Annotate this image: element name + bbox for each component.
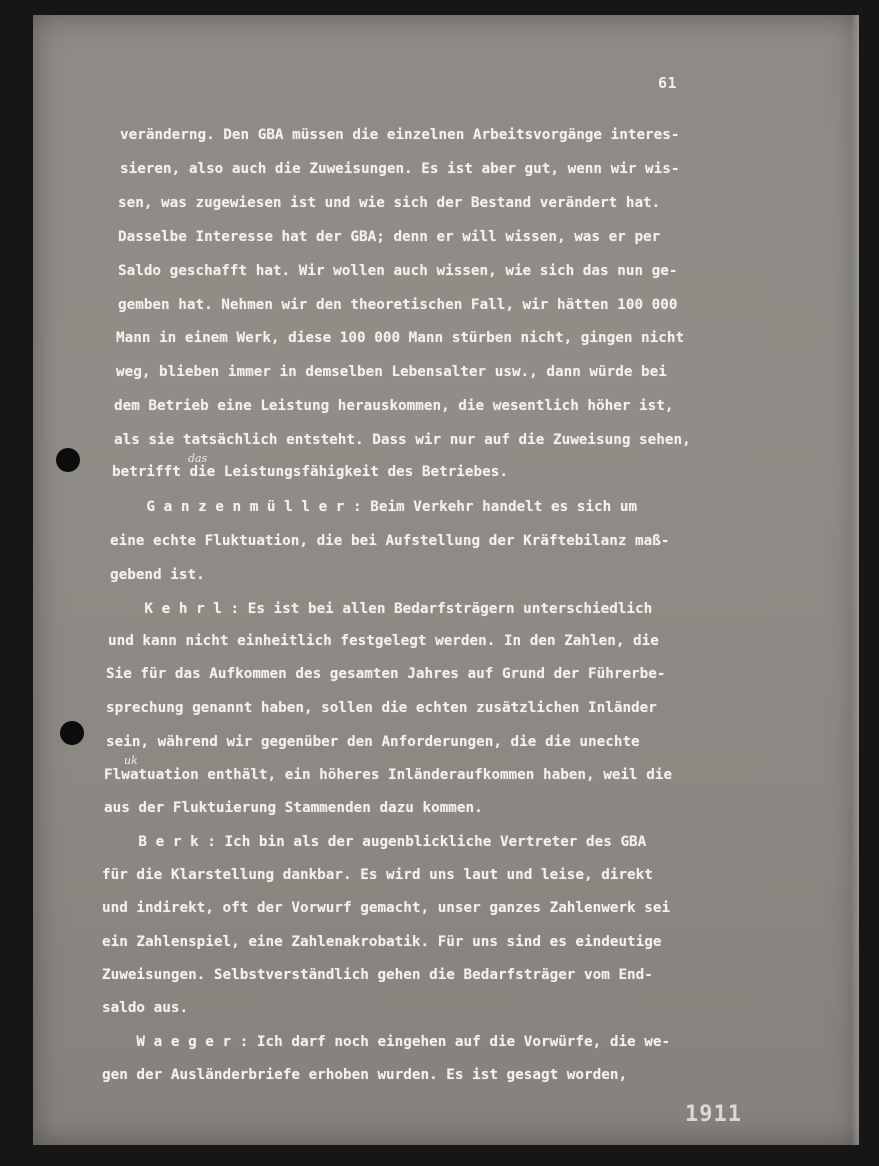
text-line: sprechung genannt haben, sollen die echten zusätzlichen Inländer bbox=[106, 700, 657, 716]
text-line: aus der Fluktuierung Stammenden dazu kommen. bbox=[104, 800, 483, 816]
text-line: K e h r l : Es ist bei allen Bedarfsträgern unterschiedlich bbox=[110, 601, 653, 617]
text-line: Sie für das Aufkommen des gesamten Jahres auf Grund der Führerbe- bbox=[106, 666, 666, 682]
text-line: sen, was zugewiesen ist und wie sich der Bestand verändert hat. bbox=[118, 195, 661, 211]
text-line: sieren, also auch die Zuweisungen. Es ist aber gut, wenn wir wis- bbox=[120, 161, 680, 177]
text-line: als sie tatsächlich entsteht. Dass wir nur auf die Zuweisung sehen, bbox=[114, 432, 691, 448]
handwritten-annotation-uk: uk bbox=[124, 754, 138, 767]
text-line: saldo aus. bbox=[102, 1000, 189, 1016]
text-line: Saldo geschafft hat. Wir wollen auch wissen, wie sich das nun ge- bbox=[118, 263, 678, 279]
handwritten-annotation-das: das bbox=[188, 452, 208, 465]
text-line: Mann in einem Werk, diese 100 000 Mann stürben nicht, gingen nicht bbox=[116, 330, 685, 346]
text-line: Zuweisungen. Selbstverständlich gehen die Bedarfsträger vom End- bbox=[102, 967, 653, 983]
text-line: gemben hat. Nehmen wir den theoretischen Fall, wir hätten 100 000 bbox=[118, 297, 678, 313]
text-line: W a e g e r : Ich darf noch eingehen auf die Vorwürfe, die we- bbox=[102, 1034, 671, 1050]
punch-hole-bottom bbox=[60, 721, 84, 745]
text-line: eine echte Fluktuation, die bei Aufstellung der Kräftebilanz maß- bbox=[110, 533, 670, 549]
text-line: Dasselbe Interesse hat der GBA; denn er will wissen, was er per bbox=[118, 229, 661, 245]
text-line: sein, während wir gegenüber den Anforderungen, die die unechte bbox=[106, 734, 640, 750]
punch-hole-top bbox=[56, 448, 80, 472]
text-line: weg, blieben immer in demselben Lebensalter usw., dann würde bei bbox=[116, 364, 667, 380]
text-line: betrifft die Leistungsfähigkeit des Betriebes. bbox=[112, 464, 508, 480]
text-line: für die Klarstellung dankbar. Es wird uns laut und leise, direkt bbox=[102, 867, 653, 883]
text-line: dem Betrieb eine Leistung herauskommen, die wesentlich höher ist, bbox=[114, 398, 674, 414]
text-line: veränderng. Den GBA müssen die einzelnen Arbeitsvorgänge interes- bbox=[120, 127, 680, 143]
text-line: B e r k : Ich bin als der augenblickliche Vertreter des GBA bbox=[104, 834, 647, 850]
text-line: und kann nicht einheitlich festgelegt werden. In den Zahlen, die bbox=[108, 633, 659, 649]
text-line: und indirekt, oft der Vorwurf gemacht, unser ganzes Zahlenwerk sei bbox=[102, 900, 671, 916]
text-line: G a n z e n m ü l l e r : Beim Verkehr handelt es sich um bbox=[112, 499, 638, 515]
text-line: Flwatuation enthält, ein höheres Inländeraufkommen haben, weil die bbox=[104, 767, 673, 783]
text-line: gebend ist. bbox=[110, 567, 205, 583]
archive-number: 1911 bbox=[685, 1102, 742, 1127]
text-line: gen der Ausländerbriefe erhoben wurden. Es ist gesagt worden, bbox=[102, 1067, 628, 1083]
text-line: ein Zahlenspiel, eine Zahlenakrobatik. Für uns sind es eindeutige bbox=[102, 934, 662, 950]
page-number: 61 bbox=[658, 74, 678, 92]
page-edge bbox=[851, 15, 859, 1145]
